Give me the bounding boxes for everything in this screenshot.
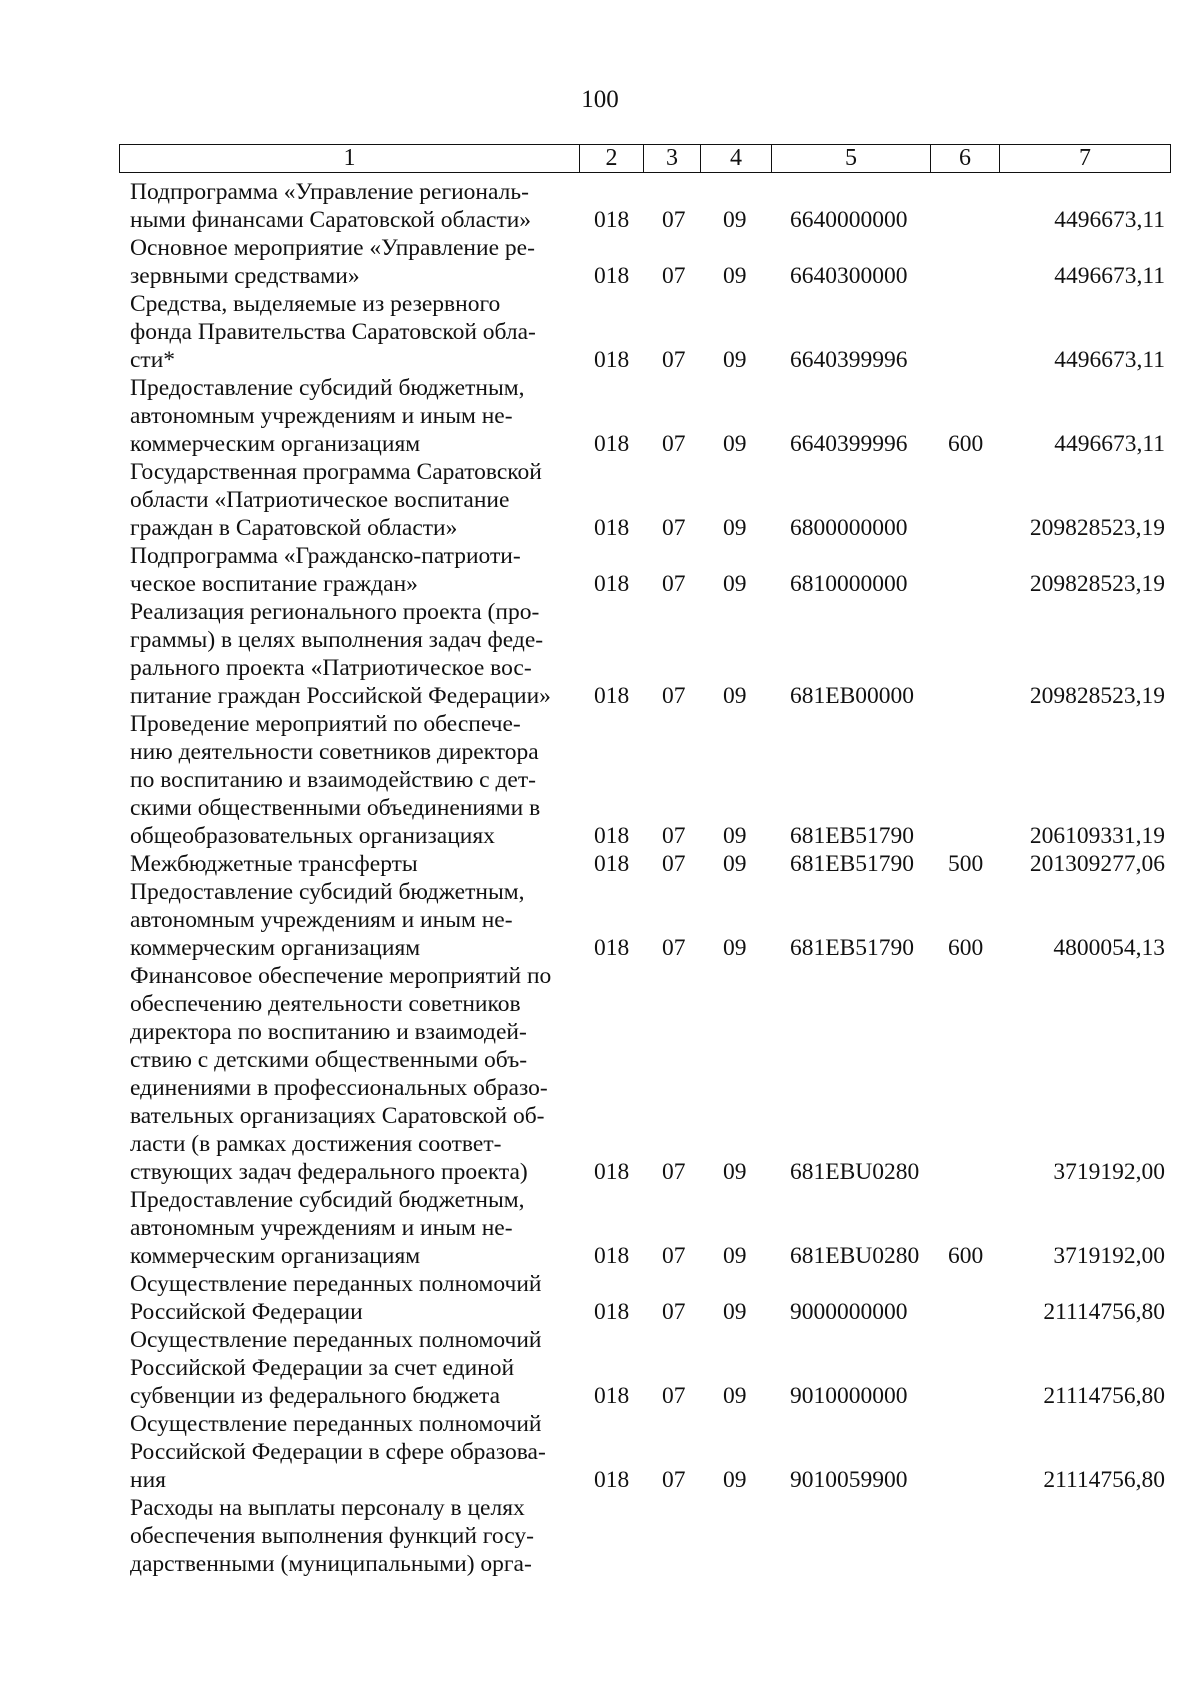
row-description: Предоставление субсидий бюджетным, автономным учреждениям и иным не- коммерческим организациям xyxy=(130,1187,525,1269)
row-description: Государственная программа Саратовской области «Патриотическое воспитание граждан в Саратовской области» xyxy=(130,459,542,541)
row-col-4: 09 xyxy=(723,1299,747,1325)
row-col-3: 07 xyxy=(662,1299,686,1325)
row-col-7: 3719192,00 xyxy=(1053,1159,1165,1185)
row-col-2: 018 xyxy=(594,851,630,877)
table-row xyxy=(0,458,1200,542)
table-row xyxy=(0,1410,1200,1494)
page-number: 100 xyxy=(581,86,619,113)
row-col-5: 6640000000 xyxy=(790,207,908,233)
row-description: Осуществление переданных полномочий Российской Федерации xyxy=(130,1271,542,1325)
row-col-3: 07 xyxy=(662,1383,686,1409)
row-col-4: 09 xyxy=(723,823,747,849)
row-col-2: 018 xyxy=(594,1299,630,1325)
table-row xyxy=(0,850,1200,878)
row-col-5: 681EB51790 xyxy=(790,935,915,961)
row-col-3: 07 xyxy=(662,1243,686,1269)
row-col-5: 6640399996 xyxy=(790,431,908,457)
row-col-4: 09 xyxy=(723,851,747,877)
row-col-3: 07 xyxy=(662,571,686,597)
row-col-3: 07 xyxy=(662,347,686,373)
row-col-2: 018 xyxy=(594,1383,630,1409)
row-col-2: 018 xyxy=(594,935,630,961)
row-col-2: 018 xyxy=(594,1159,630,1185)
row-col-2: 018 xyxy=(594,571,630,597)
row-col-2: 018 xyxy=(594,515,630,541)
row-description: Предоставление субсидий бюджетным, автономным учреждениям и иным не- коммерческим организациям xyxy=(130,879,525,961)
row-col-6: 600 xyxy=(948,431,984,457)
row-col-7: 4496673,11 xyxy=(1054,207,1165,233)
table-row xyxy=(0,178,1200,234)
table-row xyxy=(0,542,1200,598)
row-col-5: 6800000000 xyxy=(790,515,908,541)
row-col-3: 07 xyxy=(662,851,686,877)
row-description: Осуществление переданных полномочий Российской Федерации в сфере образова- ния xyxy=(130,1411,546,1493)
row-col-5: 681EBU0280 xyxy=(790,1243,920,1269)
row-description: Проведение мероприятий по обеспече- нию деятельности советников директора по воспитанию и взаимодействию с дет- скими общественными объединениями в общеобразовательных организациях xyxy=(130,711,541,849)
row-col-4: 09 xyxy=(723,935,747,961)
row-col-4: 09 xyxy=(723,571,747,597)
row-col-4: 09 xyxy=(723,515,747,541)
row-col-7: 21114756,80 xyxy=(1043,1467,1165,1493)
row-col-6: 500 xyxy=(948,851,984,877)
row-col-7: 209828523,19 xyxy=(1029,515,1165,541)
row-col-7: 4496673,11 xyxy=(1054,263,1165,289)
row-col-7: 209828523,19 xyxy=(1029,571,1165,597)
row-description: Реализация регионального проекта (про- граммы) в целях выполнения задач феде- рального проекта «Патриотическое вос- питание граждан Российской Федерации» xyxy=(130,599,551,709)
table-row xyxy=(0,290,1200,374)
table-row xyxy=(0,878,1200,962)
row-col-2: 018 xyxy=(594,1243,630,1269)
row-col-3: 07 xyxy=(662,263,686,289)
row-col-5: 9010059900 xyxy=(790,1467,908,1493)
header-cell-5: 5 xyxy=(771,144,931,173)
row-col-5: 6640399996 xyxy=(790,347,908,373)
row-description: Предоставление субсидий бюджетным, автономным учреждениям и иным не- коммерческим организациям xyxy=(130,375,525,457)
row-col-2: 018 xyxy=(594,347,630,373)
row-col-3: 07 xyxy=(662,207,686,233)
row-col-5: 9010000000 xyxy=(790,1383,908,1409)
row-description: Межбюджетные трансферты xyxy=(130,851,418,877)
row-col-4: 09 xyxy=(723,431,747,457)
row-col-5: 6810000000 xyxy=(790,571,908,597)
row-col-2: 018 xyxy=(594,683,630,709)
row-col-6: 600 xyxy=(948,1243,984,1269)
row-description: Подпрограмма «Гражданско-патриоти- ческое воспитание граждан» xyxy=(130,543,521,597)
row-col-5: 681EB51790 xyxy=(790,823,915,849)
row-col-7: 209828523,19 xyxy=(1029,683,1165,709)
row-col-4: 09 xyxy=(723,207,747,233)
row-col-2: 018 xyxy=(594,207,630,233)
row-col-7: 4800054,13 xyxy=(1053,935,1165,961)
row-description: Основное мероприятие «Управление ре- зервными средствами» xyxy=(130,235,535,289)
row-col-4: 09 xyxy=(723,347,747,373)
header-cell-4: 4 xyxy=(700,144,772,173)
header-cell-3: 3 xyxy=(643,144,701,173)
row-col-3: 07 xyxy=(662,1159,686,1185)
row-description: Подпрограмма «Управление региональ- ными финансами Саратовской области» xyxy=(130,179,532,233)
row-col-6: 600 xyxy=(948,935,984,961)
table-row xyxy=(0,598,1200,710)
row-col-7: 3719192,00 xyxy=(1053,1243,1165,1269)
row-col-7: 4496673,11 xyxy=(1054,347,1165,373)
row-description: Осуществление переданных полномочий Российской Федерации за счет единой субвенции из федерального бюджета xyxy=(130,1327,542,1409)
row-col-2: 018 xyxy=(594,1467,630,1493)
row-description: Финансовое обеспечение мероприятий по обеспечению деятельности советников директора по воспитанию и взаимодей- ствию с детскими общественными объ- единениями в профессиональных образо- вательных организациях Саратовской об- ласти (в рамках достижения соответ- ствующих задач федерального проекта) xyxy=(130,963,552,1185)
table-row xyxy=(0,374,1200,458)
row-col-3: 07 xyxy=(662,823,686,849)
header-cell-6: 6 xyxy=(930,144,1000,173)
row-col-5: 681EB00000 xyxy=(790,683,915,709)
row-col-4: 09 xyxy=(723,1159,747,1185)
row-col-7: 206109331,19 xyxy=(1029,823,1165,849)
row-col-4: 09 xyxy=(723,1467,747,1493)
row-col-4: 09 xyxy=(723,683,747,709)
header-cell-7: 7 xyxy=(999,144,1171,173)
table-row xyxy=(0,1186,1200,1270)
row-col-3: 07 xyxy=(662,515,686,541)
row-col-3: 07 xyxy=(662,1467,686,1493)
row-col-3: 07 xyxy=(662,683,686,709)
table-row xyxy=(0,1270,1200,1326)
row-col-7: 201309277,06 xyxy=(1029,851,1165,877)
row-col-4: 09 xyxy=(723,1243,747,1269)
table-row xyxy=(0,234,1200,290)
row-col-5: 9000000000 xyxy=(790,1299,908,1325)
row-col-3: 07 xyxy=(662,431,686,457)
table-row xyxy=(0,1494,1200,1578)
header-cell-1: 1 xyxy=(119,144,580,173)
row-col-7: 21114756,80 xyxy=(1043,1299,1165,1325)
row-col-5: 681EBU0280 xyxy=(790,1159,920,1185)
row-col-7: 4496673,11 xyxy=(1054,431,1165,457)
table-row xyxy=(0,1326,1200,1410)
row-col-5: 681EB51790 xyxy=(790,851,915,877)
row-col-5: 6640300000 xyxy=(790,263,908,289)
row-col-7: 21114756,80 xyxy=(1043,1383,1165,1409)
header-cell-2: 2 xyxy=(579,144,644,173)
row-col-2: 018 xyxy=(594,823,630,849)
row-col-2: 018 xyxy=(594,431,630,457)
row-col-4: 09 xyxy=(723,1383,747,1409)
row-col-3: 07 xyxy=(662,935,686,961)
table-row xyxy=(0,710,1200,850)
table-row xyxy=(0,962,1200,1186)
row-col-2: 018 xyxy=(594,263,630,289)
row-col-4: 09 xyxy=(723,263,747,289)
row-description: Расходы на выплаты персоналу в целях обеспечения выполнения функций госу- дарственными (муниципальными) орга- xyxy=(130,1495,534,1577)
row-description: Средства, выделяемые из резервного фонда Правительства Саратовской обла- сти* xyxy=(130,291,536,373)
